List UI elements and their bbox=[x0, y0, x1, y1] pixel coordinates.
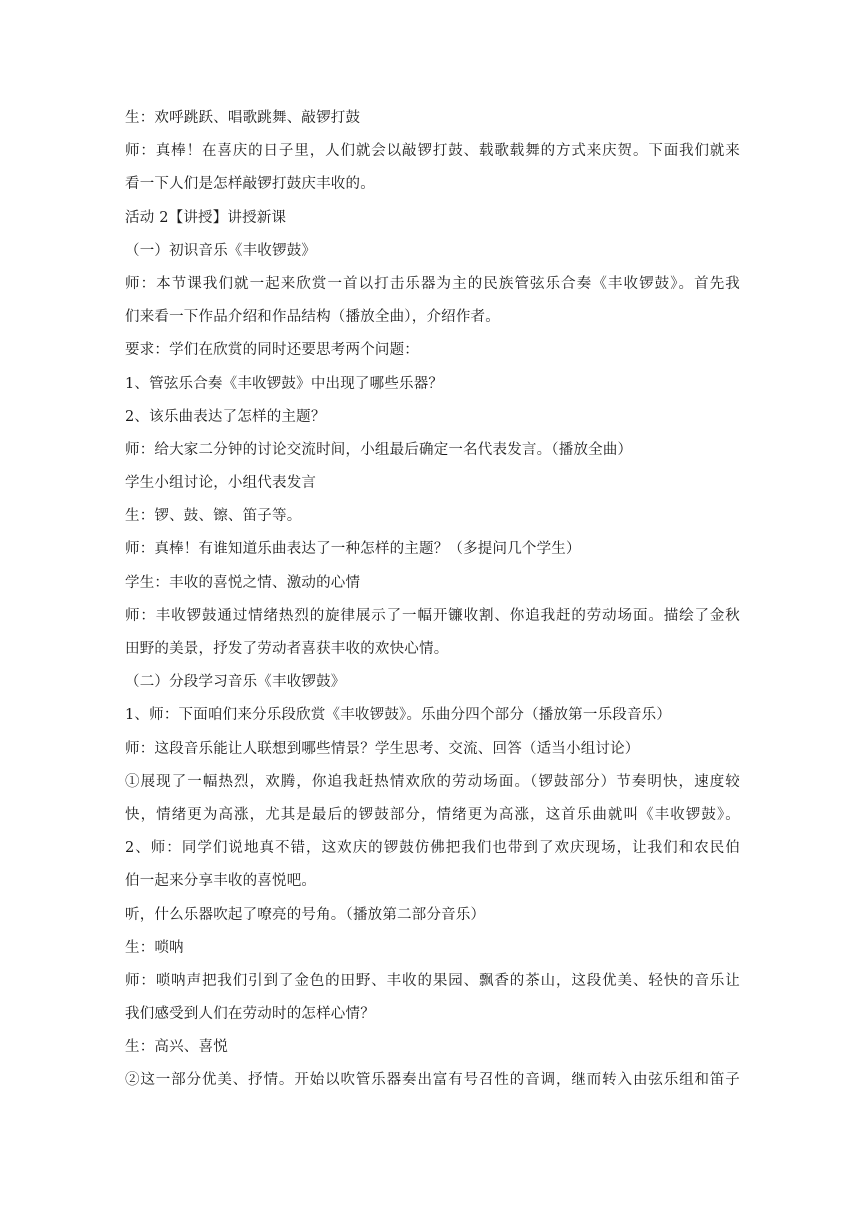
text-line: 师：真棒！在喜庆的日子里，人们就会以敲锣打鼓、载歌载舞的方式来庆贺。下面我们就来 bbox=[125, 143, 740, 160]
text-line: 1、管弦乐合奏《丰收锣鼓》中出现了哪些乐器？ bbox=[125, 375, 444, 392]
text-line: 要求：学们在欣赏的同时还要思考两个问题： bbox=[125, 342, 419, 359]
text-line: 伯一起来分享丰收的喜悦吧。 bbox=[125, 873, 317, 890]
text-line: 生：锣、鼓、镲、笛子等。 bbox=[125, 508, 302, 525]
text-line: 听，什么乐器吹起了嘹亮的号角。（播放第二部分音乐） bbox=[125, 906, 486, 923]
text-line: 师：真棒！有谁知道乐曲表达了一种怎样的主题？（多提问几个学生） bbox=[125, 541, 581, 558]
text-line: 1、师：下面咱们来分乐段欣赏《丰收锣鼓》。乐曲分四个部分（播放第一乐段音乐） bbox=[125, 707, 672, 724]
text-line: 2、该乐曲表达了怎样的主题？ bbox=[125, 408, 326, 425]
text-line: 生：欢呼跳跃、唱歌跳舞、敲锣打鼓 bbox=[125, 110, 361, 126]
text-line: 师：唢呐声把我们引到了金色的田野、丰收的果园、飘香的茶山，这段优美、轻快的音乐让 bbox=[125, 972, 740, 989]
text-line: 2、师：同学们说地真不错，这欢庆的锣鼓仿佛把我们也带到了欢庆现场，让我们和农民伯 bbox=[125, 840, 740, 857]
text-line: 学生小组讨论，小组代表发言 bbox=[125, 475, 317, 492]
subsection-heading: （一）初识音乐《丰收锣鼓》 bbox=[125, 242, 317, 259]
section-heading: 活动 2【讲授】讲授新课 bbox=[125, 209, 287, 226]
text-line: 学生：丰收的喜悦之情、激动的心情 bbox=[125, 574, 361, 591]
text-line: 生：唢呐 bbox=[125, 939, 184, 956]
text-line: 我们感受到人们在劳动时的怎样心情？ bbox=[125, 1006, 375, 1023]
subsection-heading: （二）分段学习音乐《丰收锣鼓》 bbox=[125, 674, 346, 691]
document-body bbox=[125, 108, 740, 1090]
text-line: 快，情绪更为高涨，尤其是最后的锣鼓部分，情绪更为高涨，这首乐曲就叫《丰收锣鼓》。 bbox=[125, 806, 740, 823]
text-line: 们来看一下作品介绍和作品结构（播放全曲），介绍作者。 bbox=[125, 309, 500, 326]
text-line: ①展现了一幅热烈，欢腾，你追我赶热情欢欣的劳动场面。（锣鼓部分）节奏明快，速度较 bbox=[125, 773, 740, 790]
text-line: ②这一部分优美、抒情。开始以吹管乐器奏出富有号召性的音调，继而转入由弦乐组和笛子 bbox=[125, 1072, 740, 1089]
text-line: 师：丰收锣鼓通过情绪热烈的旋律展示了一幅开镰收割、你追我赶的劳动场面。描绘了金秋 bbox=[125, 607, 740, 624]
text-line: 师：给大家二分钟的讨论交流时间，小组最后确定一名代表发言。（播放全曲） bbox=[125, 441, 633, 458]
text-line: 师：本节课我们就一起来欣赏一首以打击乐器为主的民族管弦乐合奏《丰收锣鼓》。首先我 bbox=[125, 275, 740, 292]
text-line: 师：这段音乐能让人联想到哪些情景？学生思考、交流、回答（适当小组讨论） bbox=[125, 740, 640, 757]
text-line: 田野的美景，抒发了劳动者喜获丰收的欢快心情。 bbox=[125, 641, 449, 657]
text-line: 生：高兴、喜悦 bbox=[125, 1039, 228, 1056]
text-line: 看一下人们是怎样敲锣打鼓庆丰收的。 bbox=[125, 176, 375, 193]
